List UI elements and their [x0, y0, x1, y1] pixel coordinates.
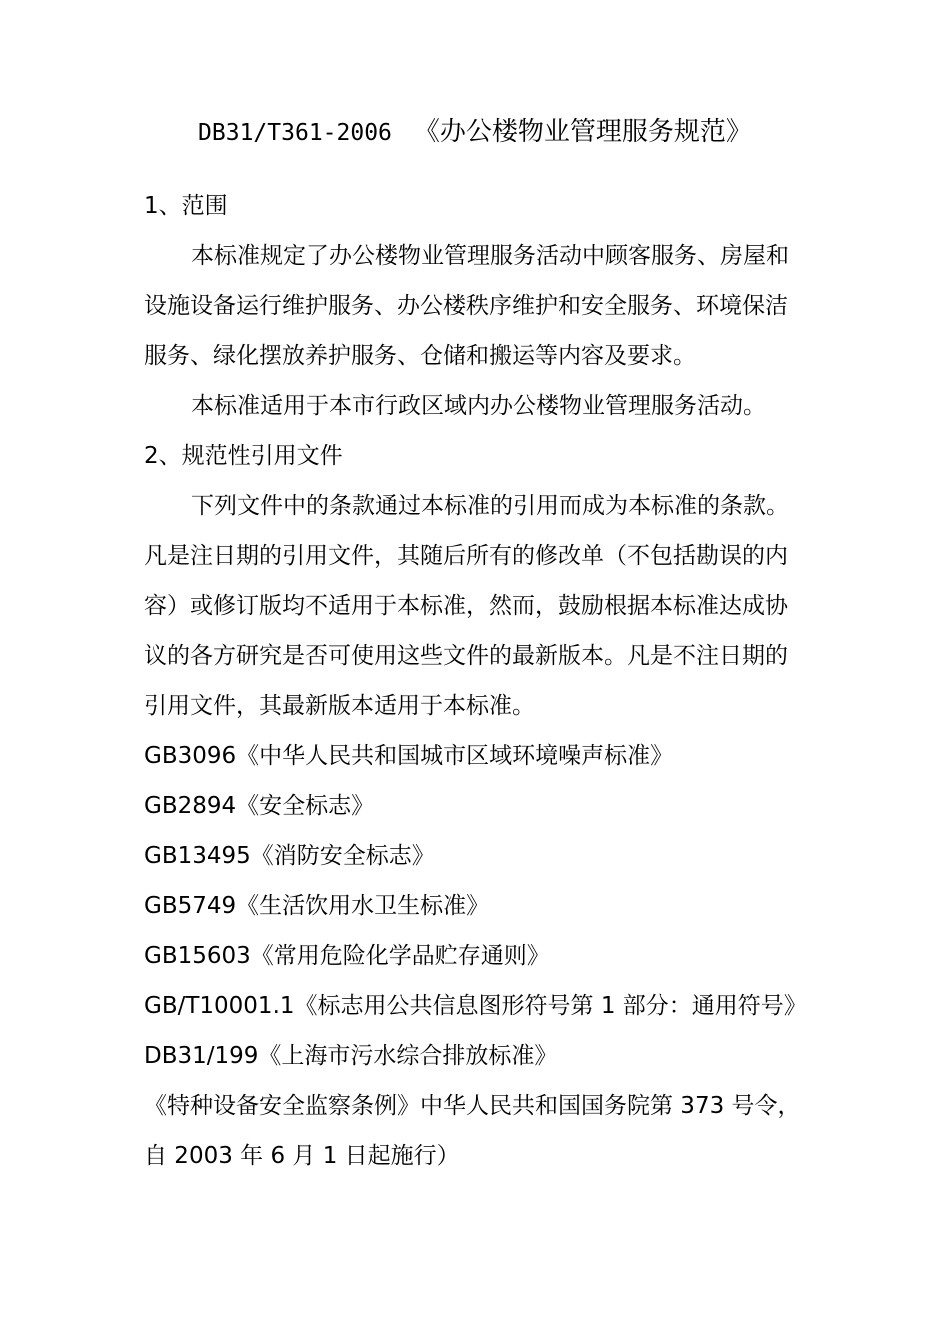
paragraph-line: 下列文件中的条款通过本标准的引用而成为本标准的条款。 [191, 493, 789, 519]
paragraph-line: 本标准适用于本市行政区域内办公楼物业管理服务活动。 [191, 393, 766, 419]
reference-item: GB13495《消防安全标志》 [144, 843, 435, 869]
paragraph-line: 凡是注日期的引用文件，其随后所有的修改单（不包括勘误的内 [144, 543, 788, 569]
reference-item: GB5749《生活饮用水卫生标准》 [144, 893, 490, 919]
paragraph-line: 设施设备运行维护服务、办公楼秩序维护和安全服务、环境保洁 [144, 293, 788, 319]
reference-item-continuation: 自 2003 年 6 月 1 日起施行） [144, 1143, 460, 1169]
reference-item: DB31/199《上海市污水综合排放标准》 [144, 1043, 558, 1069]
section-heading-scope: 1、范围 [144, 193, 228, 219]
paragraph-line: 引用文件，其最新版本适用于本标准。 [144, 693, 535, 719]
standard-name: 《办公楼物业管理服务规范》 [413, 117, 752, 147]
reference-item: GB2894《安全标志》 [144, 793, 375, 819]
document-title [0, 112, 950, 153]
reference-item: 《特种设备安全监察条例》中华人民共和国国务院第 373 号令， [144, 1093, 801, 1119]
paragraph-line: 服务、绿化摆放养护服务、仓储和搬运等内容及要求。 [144, 343, 696, 369]
reference-item: GB/T10001.1《标志用公共信息图形符号第 1 部分：通用符号》 [144, 993, 807, 1019]
paragraph-line: 议的各方研究是否可使用这些文件的最新版本。凡是不注日期的 [144, 643, 788, 669]
reference-item: GB3096《中华人民共和国城市区域环境噪声标准》 [144, 743, 674, 769]
paragraph-line: 本标准规定了办公楼物业管理服务活动中顾客服务、房屋和 [191, 243, 789, 269]
paragraph-line: 容）或修订版均不适用于本标准，然而，鼓励根据本标准达成协 [144, 593, 788, 619]
reference-item: GB15603《常用危险化学品贮存通则》 [144, 943, 550, 969]
standard-code: DB31/T361-2006 [198, 120, 392, 146]
section-heading-references: 2、规范性引用文件 [144, 443, 343, 469]
document-body [144, 181, 814, 1181]
